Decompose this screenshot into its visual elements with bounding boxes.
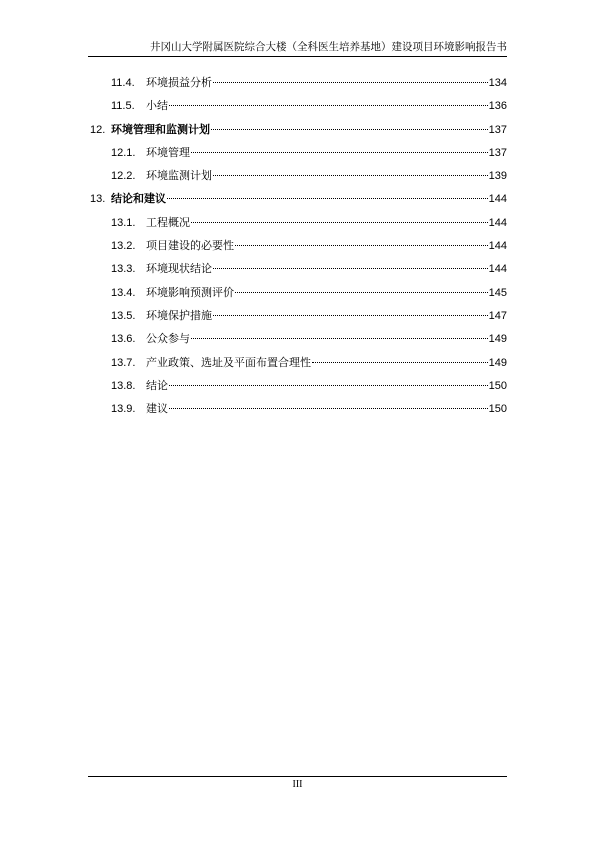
toc-entry-number: 13.4. <box>111 286 136 299</box>
toc-dot-leader <box>211 129 488 130</box>
toc-entry-page: 149 <box>488 333 507 346</box>
toc-entry-page: 149 <box>488 356 507 369</box>
toc-entry-number: 13.5. <box>111 309 136 322</box>
toc-section-entry[interactable] <box>88 307 507 330</box>
toc-dot-leader <box>235 245 488 246</box>
toc-entry-title: 环境管理和监测计划 <box>111 122 210 136</box>
toc-entry-number: 13.2. <box>111 240 136 253</box>
toc-entry-number: 12. <box>90 123 106 136</box>
toc-dot-leader <box>191 222 488 223</box>
toc-entry-title: 小结 <box>146 99 168 113</box>
toc-dot-leader <box>167 198 488 199</box>
toc-dot-leader <box>213 315 488 316</box>
toc-section-entry[interactable] <box>88 377 507 400</box>
toc-entry-page: 144 <box>488 240 507 253</box>
toc-entry-title: 环境保护措施 <box>146 308 212 322</box>
toc-entry-title: 结论 <box>146 378 168 392</box>
running-header: 井冈山大学附属医院综合大楼（全科医生培养基地）建设项目环境影响报告书 <box>150 41 507 53</box>
toc-entry-number: 13. <box>90 193 106 206</box>
toc-dot-leader <box>191 152 488 153</box>
toc-entry-title: 结论和建议 <box>111 192 166 206</box>
table-of-contents <box>88 74 507 423</box>
footer-divider <box>88 776 507 777</box>
toc-entry-number: 13.3. <box>111 263 136 276</box>
toc-dot-leader <box>169 385 488 386</box>
toc-entry-number: 11.4. <box>111 77 135 89</box>
toc-entry-number: 13.9. <box>111 403 136 416</box>
toc-entry-title: 产业政策、选址及平面布置合理性 <box>146 355 311 369</box>
toc-entry-page: 150 <box>488 403 507 416</box>
toc-entry-number: 13.7. <box>111 356 136 369</box>
toc-section-entry[interactable] <box>88 144 507 167</box>
toc-dot-leader <box>213 82 488 83</box>
toc-entry-title: 工程概况 <box>146 215 190 229</box>
toc-dot-leader <box>213 175 488 176</box>
toc-entry-page: 137 <box>488 146 507 159</box>
toc-section-entry[interactable] <box>88 167 507 190</box>
toc-entry-page: 136 <box>488 100 507 113</box>
toc-dot-leader <box>235 292 488 293</box>
toc-entry-title: 公众参与 <box>146 332 190 346</box>
toc-entry-title: 项目建设的必要性 <box>146 239 234 253</box>
toc-section-entry[interactable] <box>88 354 507 377</box>
toc-section-entry[interactable] <box>88 97 507 120</box>
toc-section-entry[interactable] <box>88 260 507 283</box>
toc-entry-page: 139 <box>488 170 507 183</box>
toc-entry-page: 147 <box>488 309 507 322</box>
toc-entry-title: 环境影响预测评价 <box>146 285 234 299</box>
toc-entry-page: 150 <box>488 379 507 392</box>
toc-section-entry[interactable] <box>88 74 507 97</box>
toc-section-entry[interactable] <box>88 214 507 237</box>
toc-section-entry[interactable] <box>88 400 507 423</box>
toc-entry-page: 134 <box>488 77 507 89</box>
toc-chapter-entry[interactable] <box>88 190 507 213</box>
toc-section-entry[interactable] <box>88 330 507 353</box>
header-divider <box>88 56 507 57</box>
page-number: III <box>292 779 303 790</box>
toc-entry-number: 13.8. <box>111 379 136 392</box>
toc-entry-title: 环境监测计划 <box>146 169 212 183</box>
toc-section-entry[interactable] <box>88 237 507 260</box>
toc-dot-leader <box>213 268 488 269</box>
toc-chapter-entry[interactable] <box>88 121 507 144</box>
toc-entry-number: 12.2. <box>111 170 136 183</box>
toc-entry-page: 144 <box>488 216 507 229</box>
toc-dot-leader <box>191 338 488 339</box>
toc-dot-leader <box>312 362 488 363</box>
toc-dot-leader <box>169 105 488 106</box>
toc-entry-title: 环境现状结论 <box>146 262 212 276</box>
toc-entry-page: 137 <box>488 123 507 136</box>
toc-entry-page: 144 <box>488 193 507 206</box>
toc-dot-leader <box>169 408 488 409</box>
toc-entry-title: 环境损益分析 <box>146 76 212 89</box>
toc-entry-number: 13.1. <box>111 216 136 229</box>
toc-entry-page: 145 <box>488 286 507 299</box>
toc-section-entry[interactable] <box>88 284 507 307</box>
toc-entry-number: 12.1. <box>111 146 136 159</box>
toc-entry-number: 13.6. <box>111 333 136 346</box>
toc-entry-number: 11.5. <box>111 100 135 113</box>
toc-entry-title: 建议 <box>146 402 168 416</box>
toc-entry-title: 环境管理 <box>146 145 190 159</box>
toc-entry-page: 144 <box>488 263 507 276</box>
